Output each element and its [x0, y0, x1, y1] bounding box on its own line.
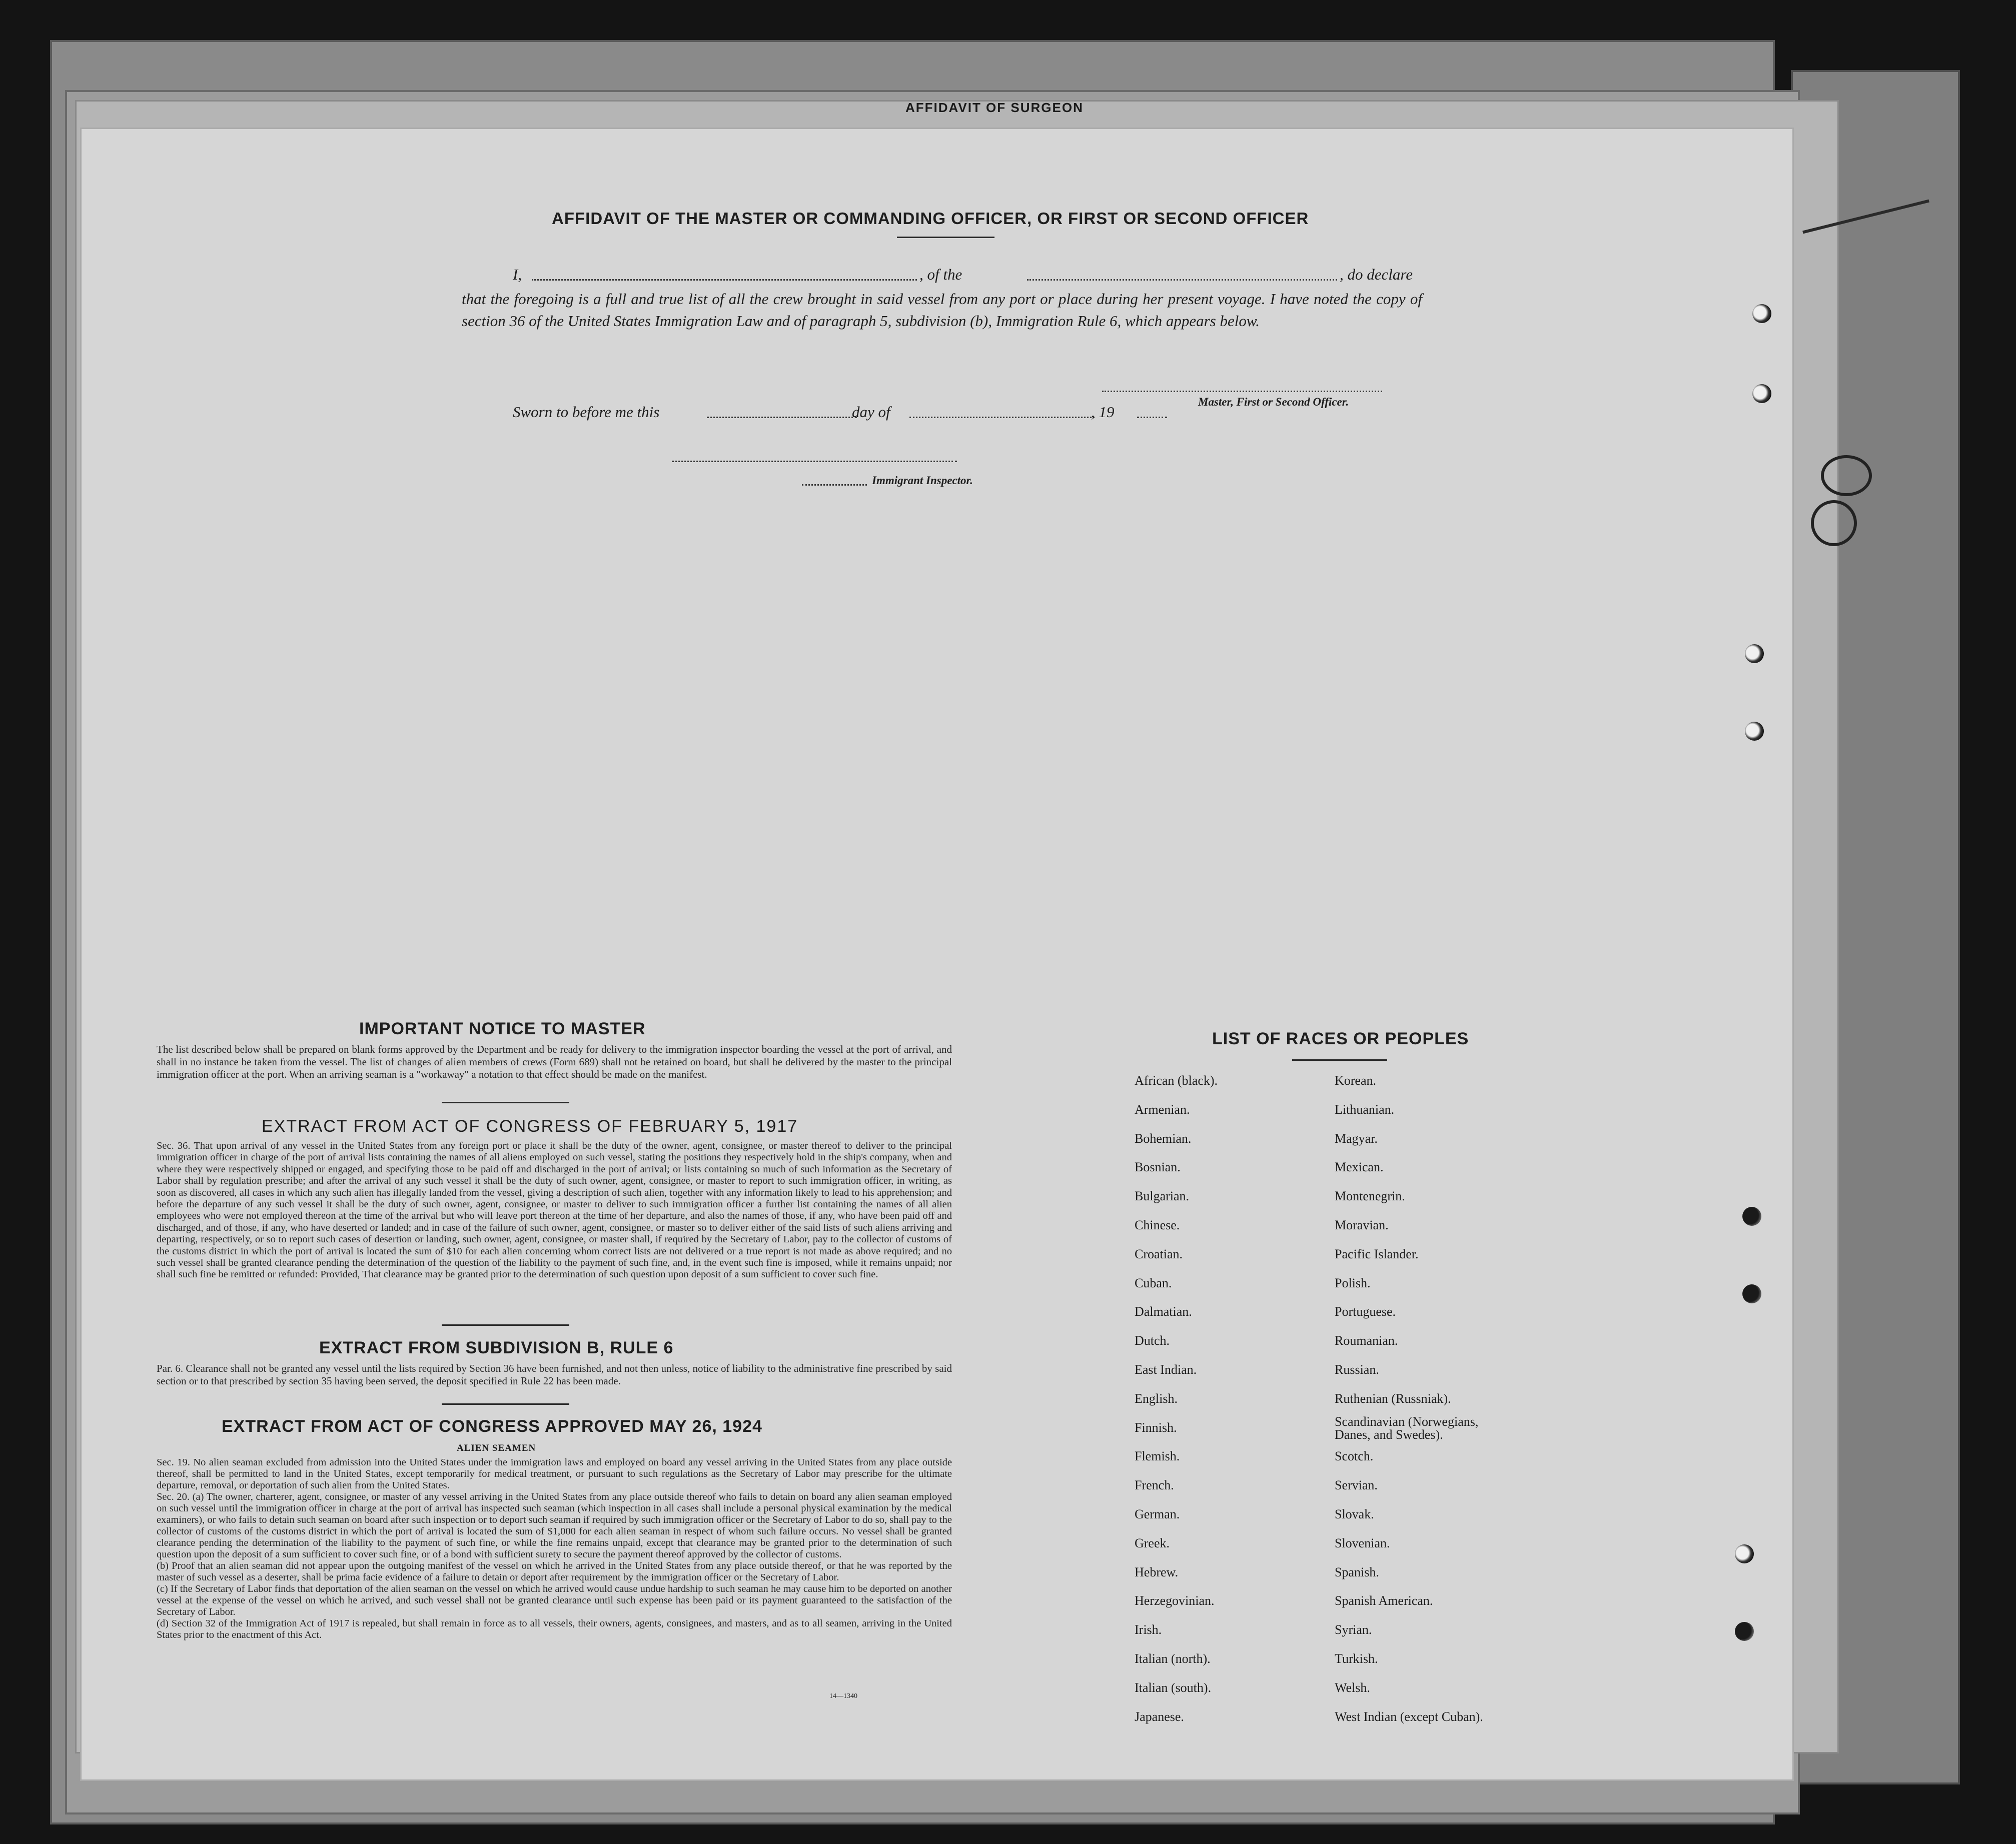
affidavit-of-the: , of the	[919, 266, 962, 283]
race-item: Slovak.	[1335, 1507, 1374, 1521]
extract-1917-rule	[442, 1324, 569, 1326]
race-item: Lithuanian.	[1335, 1102, 1395, 1117]
punch-hole	[1735, 1622, 1754, 1641]
notice-title: IMPORTANT NOTICE TO MASTER	[359, 1019, 646, 1038]
sec-19-text: Sec. 19. No alien seaman excluded from admission into the United States under the immigration laws and employed on board any vessel arriving in the United States from any place outside thereof, shall be permitted to land in the United States, except temporarily for medical treatment, or pursuant to such regulations as the Secretary of Labor may prescribe for the ultimate departure, removal, or deportation of such alien from the United States.	[157, 1457, 952, 1491]
extract-rule6-title: EXTRACT FROM SUBDIVISION B, RULE 6	[319, 1338, 674, 1357]
affidavit-title: AFFIDAVIT OF THE MASTER OR COMMANDING OFFICER, OR FIRST OR SECOND OFFICER	[552, 209, 1309, 228]
race-item: Montenegrin.	[1335, 1189, 1405, 1204]
extract-rule6-rule	[442, 1403, 569, 1405]
punch-hole	[1735, 1544, 1754, 1563]
race-item: Mexican.	[1335, 1160, 1384, 1175]
race-item: Ruthenian (Russniak).	[1335, 1391, 1451, 1406]
race-item: West Indian (except Cuban).	[1335, 1709, 1483, 1724]
race-item: Finnish.	[1135, 1420, 1177, 1435]
race-item: Servian.	[1335, 1478, 1378, 1493]
race-item: Polish.	[1335, 1275, 1371, 1290]
notice-text: The list described below shall be prepared on blank forms approved by the Department and be ready for delivery to the immigration inspector boarding the vessel at the port of arrival, and shall in no instance be taken from the vessel. The list of changes of alien members of crews (Form 689) shall not be retained on board, but shall be delivered by the master to the principal immigration officer at the port. When an arriving seaman is a "workaway" a notation to that effect should be made on the manifest.	[157, 1043, 952, 1080]
race-item: Bohemian.	[1135, 1131, 1192, 1146]
punch-hole	[1742, 1284, 1761, 1303]
race-item: Moravian.	[1335, 1218, 1389, 1232]
affidavit-do-declare: , do declare	[1340, 266, 1413, 283]
name-blank-line	[532, 279, 917, 281]
behind-page-header: AFFIDAVIT OF SURGEON	[905, 100, 1084, 115]
extract-rule6-text: Par. 6. Clearance shall not be granted any vessel until the lists required by Section 36 have been furnished, and not then unless, notice of liability to the administrative fine prescribed by said section or to that prescribed by section 35 having been served, the deposit specified in Rule 22 has been made.	[157, 1362, 952, 1387]
race-item: Hebrew.	[1135, 1564, 1179, 1579]
sec-20a-text: Sec. 20. (a) The owner, charterer, agent, consignee, or master of any vessel arriving in the United States from any place outside thereof who fails to detain on board any alien seaman employed on such vessel until the immigration officer in charge at the port of arrival has inspected such seaman (which inspection in all cases shall include a personal physical examination by the medical examiners), or who fails to detain such seaman on board after such inspection or to deport such seaman if required by such immigration officer or the Secretary of Labor to do so, shall pay to the collector of customs of the customs district in which the port of arrival is located the sum of $1,000 for each alien seaman in respect of whom such failure occurs. No vessel shall be granted clearance pending the determination of the liability to the payment of such fine, or while the fine remains unpaid, except that clearance may be granted prior to the determination of such question upon the deposit of a sum sufficient to cover such fine, or of a bond with sufficient surety to secure the payment thereof approved by the collector of customs.	[157, 1491, 952, 1560]
race-item: Dalmatian.	[1135, 1304, 1192, 1319]
race-item: Bosnian.	[1135, 1160, 1181, 1175]
race-item: Welsh.	[1335, 1680, 1370, 1695]
affidavit-title-rule	[897, 237, 994, 238]
race-item: Scandinavian (Norwegians, Danes, and Swedes).	[1335, 1414, 1479, 1442]
extract-1917-text: Sec. 36. That upon arrival of any vessel in the United States from any foreign port or place it shall be the duty of the owner, agent, consignee, or master thereof to deliver to the principal immigration officer in charge of the port of arrival lists containing the names of all aliens employed on such vessel, stating the positions they respectively hold in the ship's company, when and where they were respectively shipped or engaged, and specifying those to be paid off and discharged in the port of arrival; or lists containing so much of such information as the Secretary of Labor shall by regulation prescribe; and after the arrival of any such vessel it shall be the duty of such owner, agent, consignee, or master to report to such immigration officer, in writing, as soon as discovered, all cases in which any such alien has illegally landed from the vessel, giving a description of such alien, together with any information likely to lead to his apprehension; and before the departure of any such vessel it shall be the duty of such owner, agent, consignee, or master to deliver to such immigration officer a further list containing the names of all alien employees who were not employed thereon at the time of the arrival but who will leave port thereon at the time of her departure, and also the names of those, if any, who have been paid off and discharged, and of those, if any, who have deserted or landed; and in case of the failure of such owner, agent, consignee, or master so to deliver either of the said lists of such aliens arriving and departing, respectively, or so to report such cases of desertion or landing, such owner, agent, consignee, or master shall, if required by the Secretary of Labor, pay to the collector of customs of the customs district in which the port of arrival is located the sum of $10 for each alien concerning whom correct lists are not delivered or a true report is not made as above required; and no such vessel shall be granted clearance pending the determination of the question of the liability to the payment of such fine, and, in the event such fine is imposed, while it remains unpaid; nor shall such fine be remitted or refunded: Provided, That clearance may be granted prior to the determination of such question upon deposit of a sum sufficient to cover such fine.	[157, 1140, 952, 1280]
race-item: Italian (south).	[1135, 1680, 1212, 1695]
race-item: English.	[1135, 1391, 1178, 1406]
sworn-month-line	[909, 417, 1095, 418]
alien-seamen-subtitle: ALIEN SEAMEN	[457, 1443, 536, 1453]
affidavit-i-label: I,	[513, 266, 522, 283]
vessel-blank-line	[1027, 279, 1337, 281]
punch-hole	[1752, 304, 1771, 323]
day-of-label: day of	[852, 403, 890, 421]
punch-hole	[1752, 384, 1771, 403]
race-item: Scotch.	[1335, 1449, 1374, 1464]
form-number: 14—1340	[829, 1692, 857, 1700]
race-item: Turkish.	[1335, 1651, 1378, 1666]
race-item: Italian (north).	[1135, 1651, 1211, 1666]
race-item: Russian.	[1335, 1362, 1379, 1377]
notice-rule	[442, 1102, 569, 1103]
race-item: Flemish.	[1135, 1449, 1180, 1464]
race-item: Irish.	[1135, 1622, 1162, 1637]
inspector-signature-line	[672, 461, 957, 462]
race-item: Roumanian.	[1335, 1333, 1398, 1348]
race-item: East Indian.	[1135, 1362, 1197, 1377]
sworn-day-line	[707, 417, 857, 418]
race-item: Japanese.	[1135, 1709, 1184, 1724]
document-page	[80, 128, 1794, 1781]
ink-scribble	[1821, 455, 1872, 496]
races-title-rule	[1292, 1059, 1387, 1061]
race-item: German.	[1135, 1507, 1180, 1521]
sec-20b-text: (b) Proof that an alien seaman did not appear upon the outgoing manifest of the vessel on which he arrived in the United States from any place outside thereof, or that he was reported by the master of such vessel as a deserter, shall be prima facie evidence of a failure to detain or deport after requirement by the immigration officer or the Secretary of Labor.	[157, 1560, 952, 1583]
race-item: Spanish.	[1335, 1564, 1379, 1579]
race-item: Croatian.	[1135, 1246, 1183, 1261]
punch-hole	[1745, 722, 1764, 741]
affidavit-body: that the foregoing is a full and true list of all the crew brought in said vessel from any port or place during her present voyage. I have noted the copy of section 36 of the United States Immigration Law and of paragraph 5, subdivision (b), Immigration Rule 6, which appears below.	[462, 290, 1422, 330]
sec-20d-text: (d) Section 32 of the Immigration Act of 1917 is repealed, but shall remain in force as to all vessels, their owners, agents, consignees, and masters, and as to all seamen, arriving in the United States prior to the enactment of this Act.	[157, 1618, 952, 1640]
race-item: Spanish American.	[1335, 1593, 1433, 1608]
sec-20c-text: (c) If the Secretary of Labor finds that deportation of the alien seaman on the vessel on which he arrived would cause undue hardship to such seaman he may cause him to be deported on another vessel at the expense of the vessel on which he arrived, and such vessel shall not be granted clearance until such expense has been paid or its payment guaranteed to the satisfaction of the Secretary of Labor.	[157, 1583, 952, 1617]
year-prefix: , 19	[1091, 403, 1115, 421]
race-item: Magyar.	[1335, 1131, 1378, 1146]
race-item: Syrian.	[1335, 1622, 1372, 1637]
race-item: Portuguese.	[1335, 1304, 1396, 1319]
sworn-year-line	[1137, 417, 1167, 418]
extract-1917-title: EXTRACT FROM ACT OF CONGRESS OF FEBRUARY 5, 1917	[262, 1117, 798, 1136]
extract-1924-title: EXTRACT FROM ACT OF CONGRESS APPROVED MAY 26, 1924	[222, 1417, 762, 1436]
race-item: French.	[1135, 1478, 1174, 1493]
race-item: Armenian.	[1135, 1102, 1190, 1117]
punch-hole	[1745, 644, 1764, 663]
master-signature-label: Master, First or Second Officer.	[1198, 396, 1349, 408]
races-title: LIST OF RACES OR PEOPLES	[1212, 1029, 1469, 1048]
inspector-label: Immigrant Inspector.	[872, 474, 973, 487]
race-item: Cuban.	[1135, 1275, 1172, 1290]
sworn-prefix: Sworn to before me this	[513, 403, 660, 421]
race-item: Slovenian.	[1335, 1535, 1390, 1550]
race-item: Pacific Islander.	[1335, 1246, 1419, 1261]
punch-hole	[1742, 1207, 1761, 1226]
extract-1924-body	[157, 1457, 952, 1641]
ink-scribble	[1811, 500, 1857, 546]
master-signature-line	[1102, 391, 1382, 392]
race-item: Chinese.	[1135, 1218, 1180, 1232]
race-item: Greek.	[1135, 1535, 1170, 1550]
race-item: Korean.	[1335, 1073, 1377, 1088]
race-item: African (black).	[1135, 1073, 1218, 1088]
race-item: Dutch.	[1135, 1333, 1170, 1348]
inspector-short-line	[802, 484, 867, 486]
race-item: Bulgarian.	[1135, 1189, 1190, 1204]
race-item: Herzegovinian.	[1135, 1593, 1215, 1608]
